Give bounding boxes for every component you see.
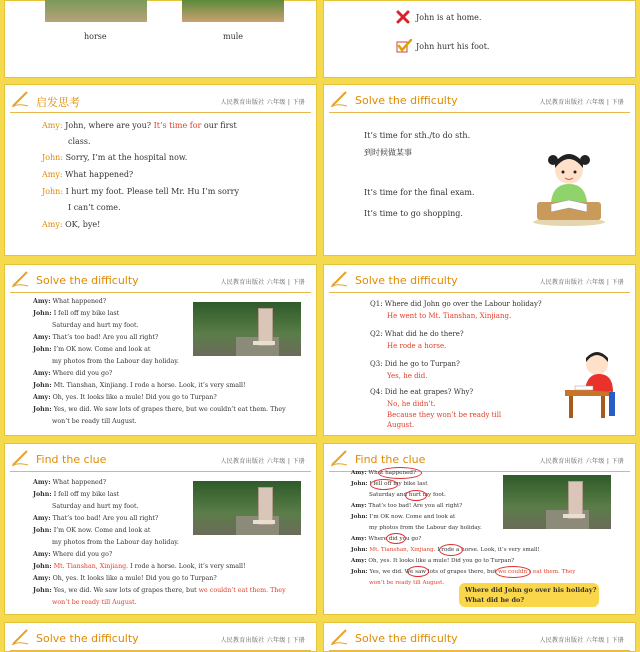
slide-horse-mule[interactable]	[4, 0, 317, 78]
clue-question-2: What did he do?	[465, 596, 525, 604]
dialogue-line: won’t be ready till August.	[369, 580, 445, 586]
publisher-label: 人民教育出版社 六年级 | 下册	[220, 637, 305, 644]
dialogue-line: Saturday and hurt my foot.	[369, 492, 446, 498]
highlight-circle	[370, 479, 398, 490]
question-2: Q2: What did he do there?	[370, 330, 464, 338]
caption-horse: horse	[84, 32, 107, 41]
pen-icon	[10, 88, 32, 110]
example-1: It’s time for the final exam.	[364, 188, 475, 197]
answer-2: He rode a horse.	[387, 342, 447, 350]
pen-icon	[329, 268, 351, 290]
slide-title: Find the clue	[36, 453, 107, 466]
dialogue-line: Amy: Oh, yes. It looks like a mule! Did you go to Turpan?	[33, 575, 217, 582]
question-1: Q1: Where did John go over the Labour holiday?	[370, 300, 542, 308]
dialogue-line: John: Yes, we did. We saw lots of grapes there, but we couldn’t eat them. They	[33, 406, 286, 413]
publisher-label: 人民教育出版社 六年级 | 下册	[220, 279, 305, 286]
travel-photo	[193, 481, 301, 535]
cross-icon	[396, 10, 410, 24]
answer-4a: No, he didn’t.	[387, 400, 436, 408]
dialogue-line: Amy: Where did you go?	[33, 370, 113, 377]
question-3: Q3: Did he go to Turpan?	[370, 360, 460, 368]
dialogue-line: I can’t come.	[68, 203, 121, 212]
travel-photo	[193, 302, 301, 356]
dialogue-line: Amy: That’s too bad! Are you all right?	[33, 334, 159, 341]
dialogue-line: Amy: What happened?	[33, 479, 107, 486]
dialogue-line: Amy: That’s too bad! Are you all right?	[351, 503, 463, 509]
phrase-pattern: It’s time for sth./to do sth.	[364, 131, 471, 140]
dialogue-line: Amy: OK, bye!	[42, 220, 101, 229]
dialogue-line: Saturday and hurt my foot.	[52, 503, 139, 510]
boy-writing-illustration	[561, 350, 623, 420]
pen-icon	[329, 447, 351, 469]
dialogue-line: Amy: Where did you go?	[33, 551, 113, 558]
publisher-label: 人民教育出版社 六年级 | 下册	[220, 458, 305, 465]
slide-solve-1[interactable]	[323, 84, 636, 256]
slide-title: Solve the difficulty	[355, 94, 458, 107]
slide-title: Solve the difficulty	[36, 274, 139, 287]
dialogue-line: my photos from the Labour day holiday.	[369, 525, 482, 531]
slide-solve-2[interactable]	[4, 264, 317, 436]
answer-4c: August.	[387, 421, 415, 429]
slide-title: 启发思考	[36, 96, 80, 109]
answer-1: He went to Mt. Tianshan, Xinjiang.	[387, 312, 512, 320]
travel-photo	[503, 475, 611, 529]
pen-icon	[329, 626, 351, 648]
dialogue-line: Amy: What happened?	[351, 470, 416, 476]
dialogue-line: won’t be ready till August.	[52, 599, 137, 606]
slide-header	[329, 90, 630, 113]
caption-mule: mule	[223, 32, 244, 41]
statement-right: John hurt his foot.	[416, 42, 490, 51]
dialogue-line: Amy: That’s too bad! Are you all right?	[33, 515, 159, 522]
highlight-circle	[378, 467, 422, 479]
pen-icon	[10, 268, 32, 290]
publisher-label: 人民教育出版社 六年级 | 下册	[220, 99, 305, 106]
mule-photo	[182, 0, 284, 22]
phrase-meaning: 到时候做某事	[364, 148, 412, 157]
dialogue-line: my photos from the Labour day holiday.	[52, 358, 179, 365]
dialogue-line: Amy: Oh, yes. It looks like a mule! Did you go to Turpan?	[33, 394, 217, 401]
pen-icon	[10, 447, 32, 469]
girl-reading-illustration	[529, 150, 609, 226]
highlight-circle	[405, 490, 427, 501]
dialogue-line: my photos from the Labour day holiday.	[52, 539, 179, 546]
dialogue-line: John: Sorry, I’m at the hospital now.	[42, 153, 188, 162]
clue-question-1: Where did John go over his holiday?	[465, 586, 597, 594]
slide-header	[10, 90, 311, 113]
slide-title: Solve the difficulty	[355, 632, 458, 645]
publisher-label: 人民教育出版社 六年级 | 下册	[539, 99, 624, 106]
highlight-circle	[495, 566, 531, 578]
answer-3: Yes, he did.	[387, 372, 428, 380]
slide-title: Solve the difficulty	[36, 632, 139, 645]
highlight-circle	[386, 533, 406, 544]
dialogue-line: Amy: What happened?	[42, 170, 134, 179]
slide-title: Solve the difficulty	[355, 274, 458, 287]
dialogue-line: Amy: What happened?	[33, 298, 107, 305]
slide-think[interactable]	[4, 84, 317, 256]
dialogue-line: class.	[68, 137, 91, 146]
example-2: It’s time to go shopping.	[364, 209, 463, 218]
dialogue-line: John: I’m OK now. Come and look at	[351, 514, 456, 520]
publisher-label: 人民教育出版社 六年级 | 下册	[539, 279, 624, 286]
slide-header	[10, 270, 311, 293]
slide-clue-1[interactable]	[4, 443, 317, 615]
dialogue-line: Amy: Oh, yes. It looks like a mule! Did you go to Turpan?	[351, 558, 515, 564]
pen-icon	[329, 88, 351, 110]
dialogue-line: John: Mt. Tianshan, Xinjiang. I rode a horse. Look, it’s very small!	[351, 547, 540, 553]
dialogue-line: Amy: John, where are you? It’s time for our first	[42, 121, 237, 130]
dialogue-line: John: I fell off my bike last	[351, 481, 428, 487]
dialogue-line: John: I hurt my foot. Please tell Mr. Hu I’m sorry	[42, 187, 239, 196]
dialogue-line: John: Mt. Tianshan, Xinjiang. I rode a horse. Look, it’s very small!	[33, 382, 246, 389]
slide-questions[interactable]	[323, 264, 636, 436]
clue-questions-bubble	[459, 583, 599, 607]
highlight-circle	[407, 566, 429, 577]
dialogue-line: John: Yes, we did. We saw lots of grapes there, but we couldn’t eat them. They	[351, 569, 576, 575]
dialogue-line: John: I’m OK now. Come and look at	[33, 527, 151, 534]
question-4: Q4: Did he eat grapes? Why?	[370, 388, 474, 396]
horse-photo	[45, 0, 147, 22]
check-icon	[396, 39, 412, 53]
slide-solve-3[interactable]	[4, 622, 317, 652]
slide-header	[10, 449, 311, 472]
slide-solve-4[interactable]	[323, 622, 636, 652]
pen-icon	[10, 626, 32, 648]
publisher-label: 人民教育出版社 六年级 | 下册	[539, 458, 624, 465]
dialogue-line: John: Yes, we did. We saw lots of grapes there, but we couldn’t eat them. They	[33, 587, 286, 594]
statement-wrong: John is at home.	[416, 13, 482, 22]
slide-header	[329, 270, 630, 293]
slide-title: Find the clue	[355, 453, 426, 466]
dialogue-line: won’t be ready till August.	[52, 418, 137, 425]
slide-clue-2[interactable]	[323, 443, 636, 615]
slide-true-false[interactable]	[323, 0, 636, 78]
dialogue-line: John: I’m OK now. Come and look at	[33, 346, 151, 353]
dialogue-line: John: Mt. Tianshan, Xinjiang. I rode a horse. Look, it’s very small!	[33, 563, 246, 570]
highlight-circle	[439, 544, 463, 556]
dialogue-line: John: I fell off my bike last	[33, 310, 120, 317]
answer-4b: Because they won’t be ready till	[387, 411, 502, 419]
dialogue-line: Saturday and hurt my foot.	[52, 322, 139, 329]
publisher-label: 人民教育出版社 六年级 | 下册	[539, 637, 624, 644]
dialogue-line: Amy: Where did you go?	[351, 536, 422, 542]
dialogue-line: John: I fell off my bike last	[33, 491, 120, 498]
